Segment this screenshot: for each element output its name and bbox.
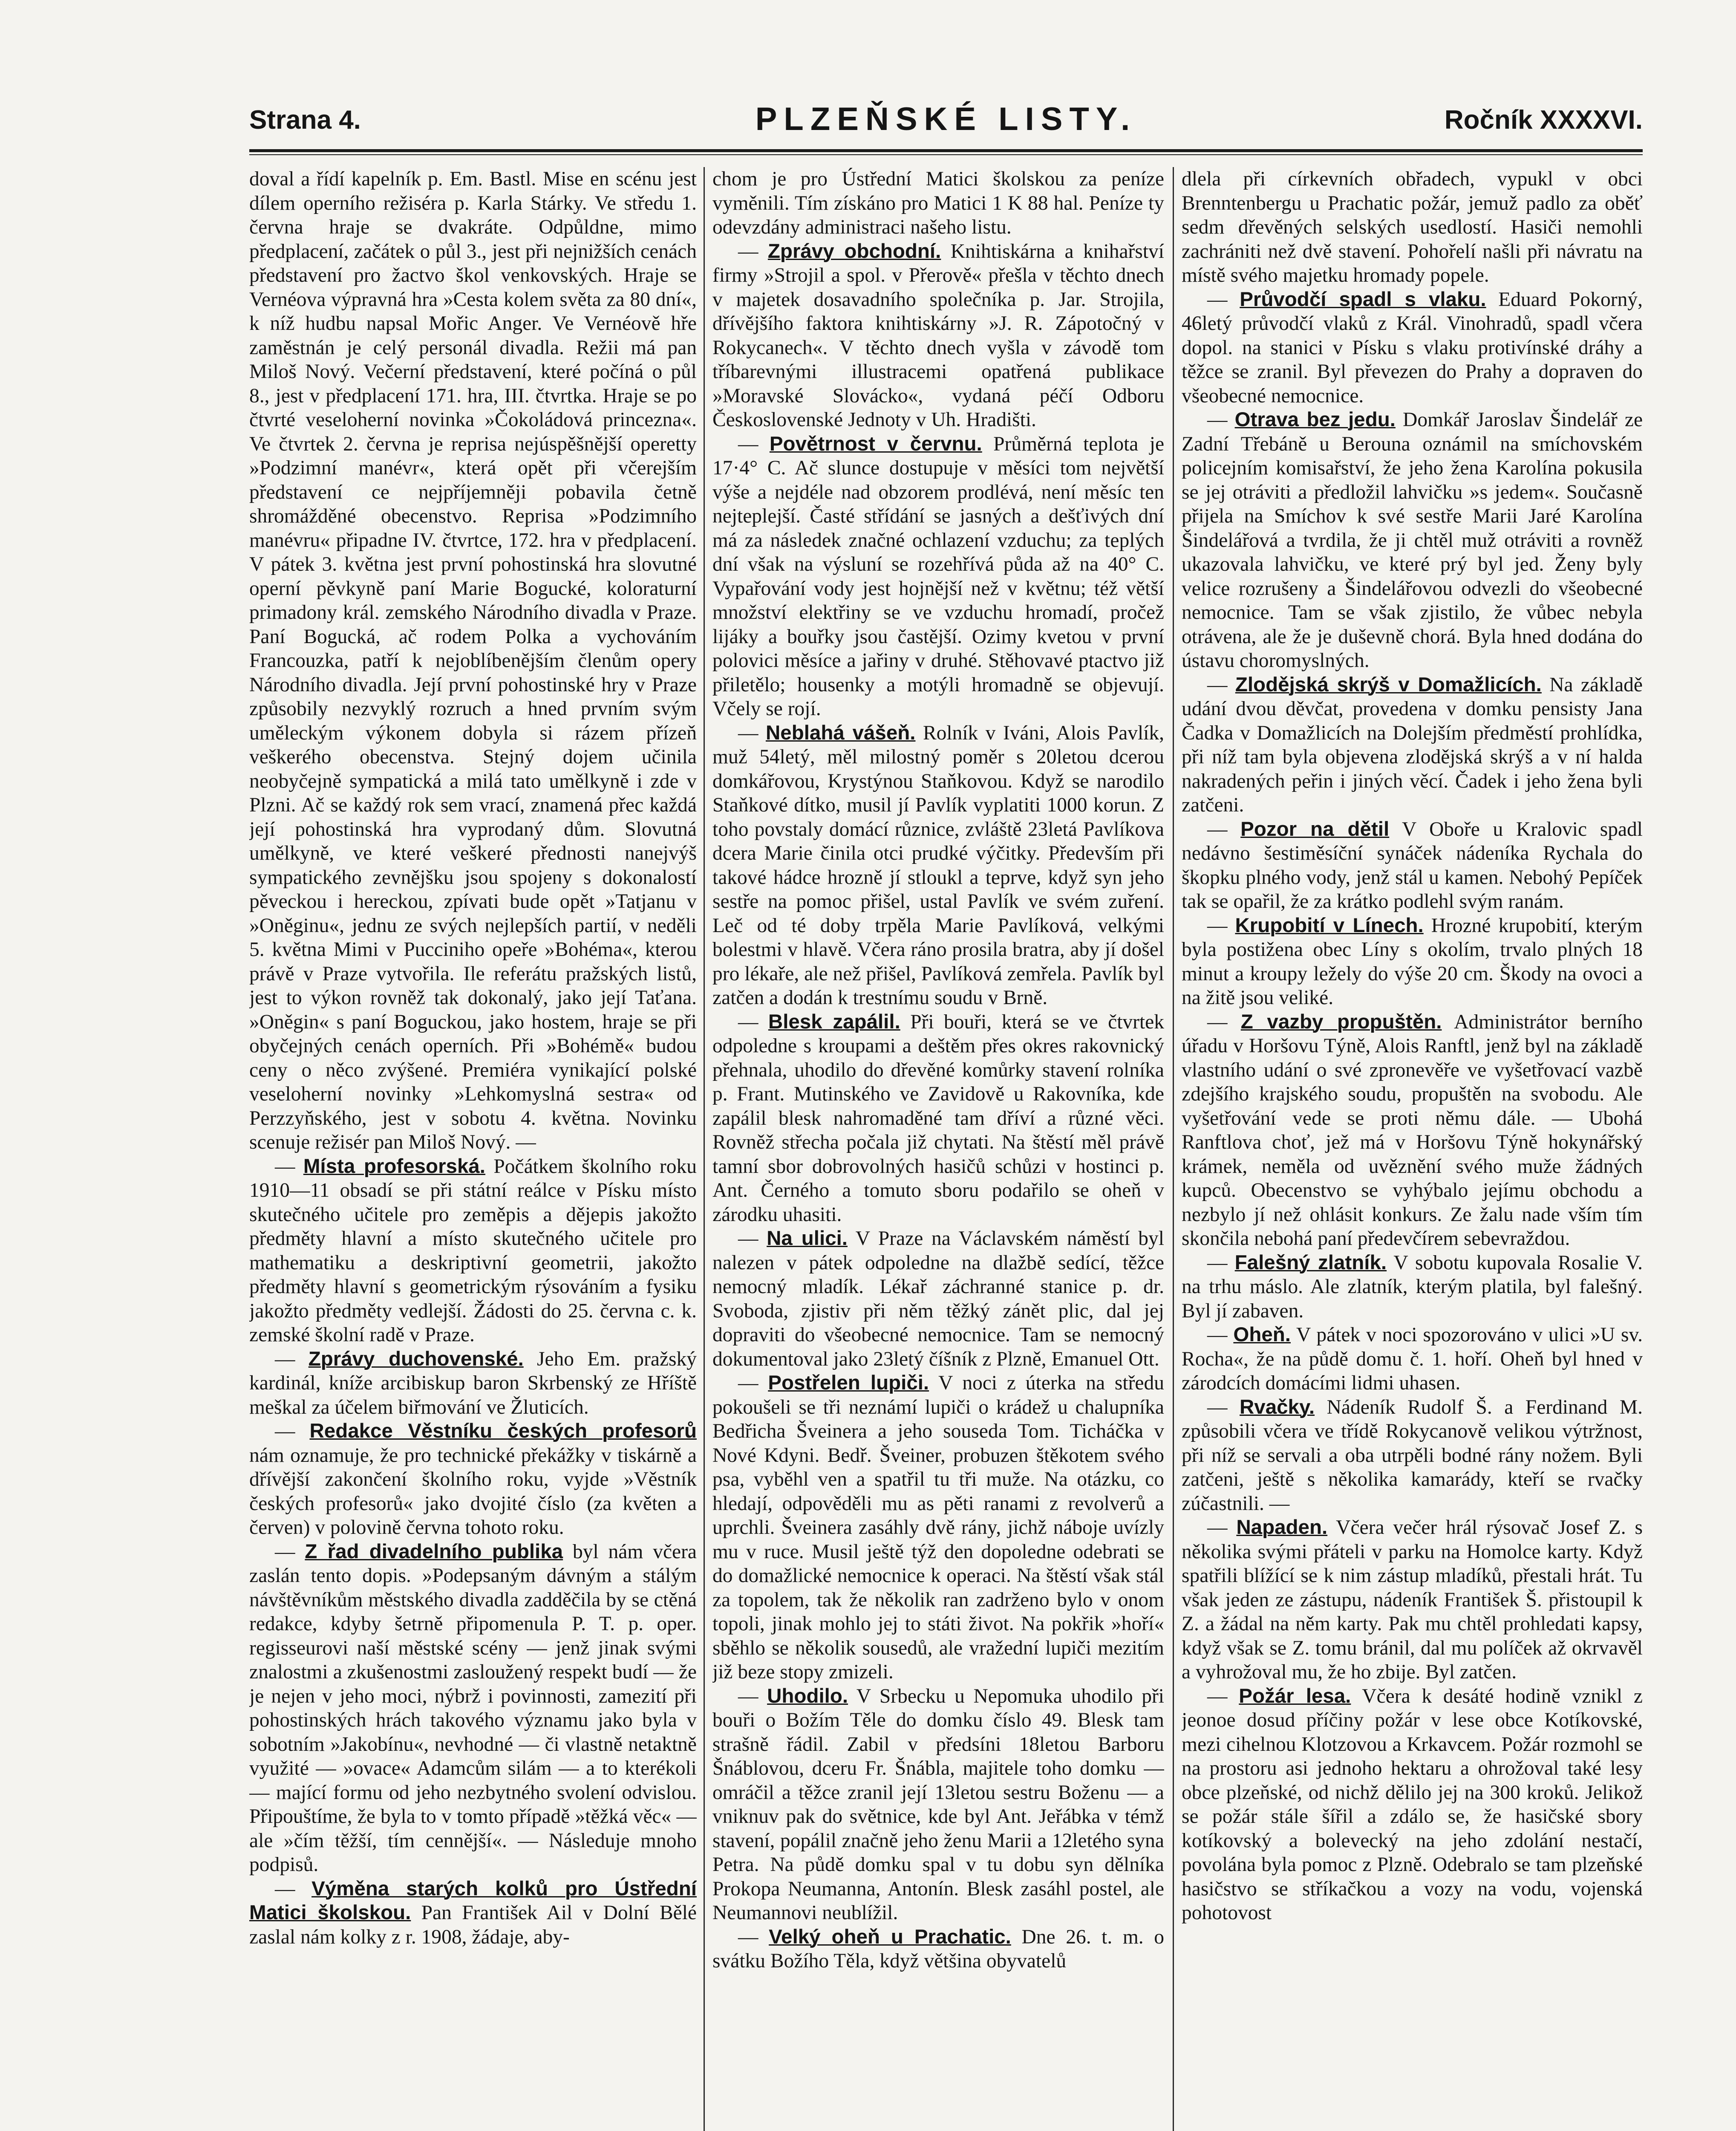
news-item-text: V pátek v noci spozorováno v ulici »U sv. Rocha«, že na půdě domu č. 1. hoří. Oheň byl hned v zárodcích domácími lidmi uhasen. (1182, 1324, 1643, 1394)
news-item-title: Napaden. (1236, 1516, 1328, 1539)
news-item-text: Domkář Jaroslav Šindelář ze Zadní Třebáně u Berouna oznámil na smíchovském policejním komisařství, že jeho žena Karolína pokusila se jej otráviti a předložil lahvičku »s jedem«. Současně přijela na Smíchov k své sestře Marii Jaré Karolína Šindelářová a tvrdila, že ji chtěl muž otráviti a rovněž ukazovala lahvičku, ve které prý byl jed. Ženy byly velice rozrušeny a Šindelářovou odvezli do všeobecné nemocnice. Tam se však zjistilo, že vůbec nebyla otrávena, ale že je duševně chorá. Byla hned dodána do ústavu choromyslných. (1182, 409, 1643, 672)
news-item-text: Včera večer hrál rýsovač Josef Z. s několika svými přáteli v parku na Homolce karty. Když spatřili blížící se k nim zástup mladíků, přestali hrát. Tu však jeden ze zástupu, nádeník František Š. přistoupil k Z. a žádal na něm karty. Pak mu chtěl prohledati kapsy, když však se Z. tomu bránil, dal mu políček až okrvavěl a vyhrožoval mu, že ho zbije. Byl zatčen. (1182, 1516, 1643, 1683)
column-1 (249, 167, 697, 2131)
news-item: — Z řad divadelního publika byl nám včera zaslán tento dopis. »Podepsaným dávným a stálým návštěvníkům městského divadla zadděčila by se ctěná redakce, kdyby šetrně připomenula P. T. p. oper. regisseurovi naší městské scény — jenž jinak svými znalostmi a zkušenostmi zasloužený respekt budí — že je nejen v jeho moci, nýbrž i povinnosti, zamezití při pohostinských hrách takového významu jako byla v sobotním »Jakobínu«, nevhodné — či vlastně netaktně využité — »ovace« Adamcům silám — a to kterékoli — mající formu od jeho nezbytného svolení odvislou. Připouštíme, že byla to v tomto případě »těžká věc« — ale »čím těžší, tím cennější«. — Následuje mnoho podpisů. (249, 1540, 697, 1876)
news-item-text: Hrozné krupobití, kterým byla postižena obec Líny s okolím, trvalo plných 18 minut a kroupy ležely do výše 20 cm. Škody na ovoci a na žitě jsou veliké. (1182, 914, 1643, 1009)
news-item-text: V sobotu kupovala Rosalie V. na trhu máslo. Ale zlatník, kterým platila, byl falešný. Byl jí zabaven. (1182, 1251, 1643, 1322)
news-item: — Pozor na dětil V Oboře u Kralovic spadl nedávno šestiměsíční synáček nádeníka Rychala do škopku plného vody, jenž stál u kamen. Nebohý Pepíček tak se opařil, že za krátko podlehl svým ranám. (1182, 817, 1643, 912)
news-item-text: Administrátor berního úřadu v Horšovu Týně, Alois Ranftl, jenž byl na základě vlastního udání o své zpronevěře ve vyšetřovací vazbě zdejšího krajského soudu, propuštěn na svobodu. Ale vyšetřování vede se proti němu dále. — Ubohá Ranftlova choť, jež má v Horšovu Týně hokynářský krámek, neměla od uvěznění svého muže žádných kupců. Obecenstvo se vyhýbalo jejímu obchodu a nezbylo jí než ohlásit konkurs. Ze žalu nade vším tím skončila nebohá paní předevčírem sebevraždou. (1182, 1011, 1643, 1250)
news-item-title: Na ulici. (767, 1227, 848, 1250)
news-item: — Průvodčí spadl s vlaku. Eduard Pokorný, 46letý průvodčí vlaků z Král. Vinohradů, spadl včera dopol. na stanici v Písku s vlaku protivínské dráhy a těžce se zranil. Byl převezen do Prahy a dopraven do všeobecné nemocnice. (1182, 288, 1643, 407)
news-item-title: Oheň. (1233, 1323, 1291, 1346)
news-item: — Rvačky. Nádeník Rudolf Š. a Ferdinand M. způsobili včera ve třídě Rokycanově velikou výtržnost, při níž se servali a oba utrpěli bodné rány nožem. Byli zatčeni, ještě s několika kamarády, kteří se rvačky zúčastnili. — (1182, 1395, 1643, 1515)
news-item-text: Eduard Pokorný, 46letý průvodčí vlaků z Král. Vinohradů, spadl včera dopol. na stanici v Písku s vlaku protivínské dráhy a těžce se zranil. Byl převezen do Prahy a dopraven do všeobecné nemocnice. (1182, 288, 1643, 407)
news-item-title: Zprávy obchodní. (767, 240, 941, 263)
news-item: — Zprávy duchovenské. Jeho Em. pražský kardinál, kníže arcibiskup baron Skrbenský ze Hříště meškal za účelem biřmování ve Žluticích. (249, 1347, 697, 1418)
news-item-text: Rolník v Iváni, Alois Pavlík, muž 54letý, měl milostný poměr s 20letou dcerou domkářovou, Krystýnou Staňkovou. Když se narodilo Staňkové dítko, musil jí Pavlík vyplatiti 1000 korun. Z toho povstaly domácí různice, zvláště 23letá Pavlíkova dcera Marie činila otci prudké výčitky. Především při takové hádce hrozně jí stloukl a teprve, když syn jeho sestře na pomoc přišel, ustal Pavlík ve svém zuření. Leč od té doby trpěla Marie Pavlíková, velkými bolestmi v hlavě. Včera ráno prosila bratra, aby jí došel pro lékaře, ale než přišel, Pavlíková zemřela. Pavlík byl zatčen a dodán k trestnímu soudu v Brně. (712, 722, 1164, 1009)
column-2 (712, 167, 1164, 2131)
news-item: — Velký oheň u Prachatic. Dne 26. t. m. o svátku Božího Těla, když většina obyvatelů (712, 1925, 1164, 1972)
news-item-title: Rvačky. (1240, 1395, 1315, 1418)
header-rule (249, 149, 1643, 152)
volume-label: Ročník XXXXVI. (1444, 105, 1643, 135)
news-item-text: V noci z úterka na středu pokoušeli se tři neznámí lupiči o krádež u chalupníka Bedřicha Šveinera a jeho souseda Tom. Ticháčka v Nové Kdyni. Bedř. Šveiner, probuzen štěkotem svého psa, vyběhl ven a spatřil tu tři muže. Na otázku, co hledají, odpověděli mu as pěti ranami z revolverů a uprchli. Šveinera zasáhly dvě rány, jichž náboje uvízly mu v ruce. Musil ještě týž den dopoledne odebrati se do domažlické nemocnice k operaci. Na štěstí však stál za topolem, tak že několik ran zadrženo bylo v onom topoli, jinak mohlo jej to státi život. Na pokřik »hoří« sběhlo se několik sousedů, ale vražední lupiči mezitím již beze stopy zmizeli. (712, 1372, 1164, 1683)
news-item-text: V Praze na Václavském náměstí byl nalezen v pátek odpoledne na dlažbě sedící, těžce nemocný mladík. Lékař záchranné stanice p. dr. Svoboda, zjistiv při něm těžký zánět plic, dal jej dopraviti do všeobecné nemocnice. Tam se nemocný dokumentoval jako 23letý číšník z Plzně, Emanuel Ott. (712, 1227, 1164, 1370)
news-item-text: Jeho Em. pražský kardinál, kníže arcibiskup baron Skrbenský ze Hříště meškal za účelem biřmování ve Žluticích. (249, 1348, 697, 1418)
news-item: — Napaden. Včera večer hrál rýsovač Josef Z. s několika svými přáteli v parku na Homolce karty. Když spatřili blížící se k nim zástup mladíků, přestali hrát. Tu však jeden ze zástupu, nádeník František Š. přistoupil k Z. a žádal na něm karty. Pak mu chtěl prohledati kapsy, když však se Z. tomu bránil, dal mu políček až okrvavěl a vyhrožoval mu, že ho zbije. Byl zatčen. (1182, 1516, 1643, 1683)
article-text: dlela při církevních obřadech, vypukl v obci Brenntenbergu u Prachatic požár, jemuž padlo za oběť sedm dřevěných selských usedlostí. Hasiči nemohli zachrániti než dvě stavení. Pohořelí našli při návratu na místě svého majetku hromady popele. (1182, 168, 1643, 286)
news-item-title: Falešný zlatník. (1234, 1251, 1387, 1274)
column-3 (1182, 167, 1643, 2131)
news-item-title: Otrava bez jedu. (1234, 408, 1396, 431)
news-item: — Zlodějská skrýš v Domažlicích. Na základě udání dvou děvčat, provedena v domku pensisty Jana Čadka v Domažlicích na Dolejším předměstí prohlídka, při níž tam byla objevena zlodějská skrýš a v ní halda nakradených peřin i jiných věcí. Čadek i jeho žena byli zatčeni. (1182, 673, 1643, 816)
news-item-title: Uhodilo. (767, 1684, 848, 1707)
news-item-title: Z řad divadelního publika (305, 1540, 563, 1563)
news-item-title: Redakce Věstníku českých profesorů (309, 1420, 697, 1442)
news-item: — Zprávy obchodní. Knihtiskárna a knihařství firmy »Strojil a spol. v Přerově« přešla v těchto dnech v majetek dosavadního společníka p. Jar. Strojila, dřívějšího faktora knihtiskárny »J. R. Zápotočný v Rokycanech«. V těchto dnech vyšla v závodě tom tříbarevnými illustracemi opatřená publikace »Moravské Slovácko«, vydaná péčí Odboru Československé Jednoty v Uh. Hradišti. (712, 240, 1164, 431)
news-item-title: Výměna starých kolků pro Ústřední Matici školskou. (249, 1877, 697, 1924)
newspaper-title: PLZEŇSKÉ LISTY. (755, 101, 1137, 137)
news-item-title: Místa profesorská. (303, 1155, 486, 1178)
news-item-title: Pozor na dětil (1240, 817, 1390, 840)
news-item-text: byl nám včera zaslán tento dopis. »Podepsaným dávným a stálým návštěvníkům městského divadla zadděčila by se ctěná redakce, kdyby šetrně připomenula P. T. p. oper. regisseurovi naší městské scény — jenž jinak svými znalostmi a zkušenostmi zasloužený respekt budí — že je nejen v jeho moci, nýbrž i povinnosti, zamezití při pohostinských hrách takového významu jako byla v sobotním »Jakobínu«, nevhodné — či vlastně netaktně využité — »ovace« Adamcům silám — a to kterékoli — mající formu od jeho nezbytného svolení odvislou. Připouštíme, že byla to v tomto případě »těžká věc« — ale »čím těžší, tím cennější«. — Následuje mnoho podpisů. (249, 1540, 697, 1876)
news-item-text: Průměrná teplota je 17·4° C. Ač slunce dostupuje v měsíci tom největší výše a nejdéle nad obzorem prodlévá, není měsíc ten nejteplejší. Časté střídání se jasných a dešťivých dní má za následek značné ochlazení vzduchu; za teplých dní však na výsluní se rozehřívá půda až na 40° C. Vypařování vody jest hojnější než v květnu; též větší množství elektřiny se ve vzduchu hromadí, pročež lijáky a bouřky jsou častější. Ozimy kvetou v první polovici měsíce a jařiny v druhé. Stěhovavé ptactvo již přiletělo; housenky a motýli hromadně se objevují. Včely se rojí. (712, 433, 1164, 720)
news-item: — Neblahá vášeň. Rolník v Iváni, Alois Pavlík, muž 54letý, měl milostný poměr s 20letou dcerou domkářovou, Krystýnou Staňkovou. Když se narodilo Staňkové dítko, musil jí Pavlík vyplatiti 1000 korun. Z toho povstaly domácí různice, zvláště 23letá Pavlíkova dcera Marie činila otci prudké výčitky. Především při takové hádce hrozně jí stloukl a teprve, když syn jeho sestře na pomoc přišel, ustal Pavlík ve svém zuření. Leč od té doby trpěla Marie Pavlíková, velkými bolestmi v hlavě. Včera ráno prosila bratra, aby jí došel pro lékaře, ale než přišel, Pavlíková zemřela. Pavlík byl zatčen a dodán k trestnímu soudu v Brně. (712, 721, 1164, 1009)
news-item: — Redakce Věstníku českých profesorů nám oznamuje, že pro technické překážky v tiskárně a dřívější zakončení školního roku, vyjde »Věstník českých profesorů« jako dvojité číslo (za květen a červen) v polovině června tohoto roku. (249, 1420, 697, 1539)
news-item: — Postřelen lupiči. V noci z úterka na středu pokoušeli se tři neznámí lupiči o krádež u chalupníka Bedřicha Šveinera a jeho souseda Tom. Ticháčka v Nové Kdyni. Bedř. Šveiner, probuzen štěkotem svého psa, vyběhl ven a spatřil tu tři muže. Na otázku, co hledají, odpověděli mu as pěti ranami z revolverů a uprchli. Šveinera zasáhly dvě rány, jichž náboje uvízly mu v ruce. Musil ještě týž den dopoledne odebrati se do domažlické nemocnice k operaci. Na štěstí však stál za topolem, tak že několik ran zadrženo bylo v onom topoli, jinak mohlo jej to státi život. Na pokřik »hoří« sběhlo se několik sousedů, ale vražední lupiči mezitím již beze stopy zmizeli. (712, 1372, 1164, 1683)
news-item-title: Krupobití v Línech. (1235, 914, 1424, 937)
news-item: — Oheň. V pátek v noci spozorováno v ulici »U sv. Rocha«, že na půdě domu č. 1. hoří. Oheň byl hned v zárodcích domácími lidmi uhasen. (1182, 1323, 1643, 1394)
news-item: — Falešný zlatník. V sobotu kupovala Rosalie V. na trhu máslo. Ale zlatník, kterým platila, byl falešný. Byl jí zabaven. (1182, 1251, 1643, 1322)
news-item: — Povětrnost v červnu. Průměrná teplota je 17·4° C. Ač slunce dostupuje v měsíci tom největší výše a nejdéle nad obzorem prodlévá, není měsíc ten nejteplejší. Časté střídání se jasných a dešťivých dní má za následek značné ochlazení vzduchu; za teplých dní však na výsluní se rozehřívá půda až na 40° C. Vypařování vody jest hojnější než v květnu; též větší množství elektřiny se ve vzduchu hromadí, pročež lijáky a bouřky jsou častější. Ozimy kvetou v první polovici měsíce a jařiny v druhé. Stěhovavé ptactvo již přiletělo; housenky a motýli hromadně se objevují. Včely se rojí. (712, 432, 1164, 720)
article-text: doval a řídí kapelník p. Em. Bastl. Mise en scénu jest dílem operního režiséra p. Karla Stárky. Ve středu 1. června hraje se dvakráte. Odpůldne, mimo předplacení, začátek o půl 3., jest při nejnižších cenách představení pro žactvo škol venkovských. Hraje se Vernéova výpravná hra »Cesta kolem světa za 80 dní«, k níž hudbu napsal Mořic Anger. Ve Vernéově hře zaměstnán je celý personál divadla. Režii má pan Miloš Nový. Večerní představení, které počíná o půl 8., jest v předplacení 171. hra, III. čtvrtka. Hraje se po čtvrté veseloherní novinka »Čokoládová princezna«. Ve čtvrtek 2. června je reprisa nejúspěšnější operetty »Podzimní manévr«, která opět při včerejším představení ce nejpříjemněji pobavila četně shromážděné obecenstvo. Reprisa »Podzimního manévru« připadne IV. čtvrtce, 172. hra v předplacení. V pátek 3. května jest první pohostinská hra slovutné operní pěvkyně paní Marie Bogucké, koloraturní primadony král. zemského Národního divadla v Praze. Paní Bogucká, ač rodem Polka a vychováním Francouzka, patří k nejoblíbenějším členům opery Národního divadla. Její první pohostinské hry v Praze způsobily nezvyklý rozruch a hned prvním svým uměleckým výkonem dobyla si rázem přízeň veškerého obecenstva. Stejný dojem učinila neobyčejně sympatická a milá tato umělkyně i zde v Plzni. Ač se každý rok sem vrací, znamená přec každá její pohostinská hra vyprodaný dům. Slovutná umělkyně, ve které veškeré přednosti nanejvýš sympatického zevnějšku jsou spojeny s dokonalostí pěveckou i hereckou, zpívati bude opět »Tatjanu v »Oněginu«, jednu ze svých nejlepších partií, v neděli 5. května Mimi v Pucciniho opeře »Bohéma«, kterou právě v Praze vytvořila. Ile referátu pražských listů, jest to výkon rovněž tak dokonalý, jako její Taťana. »Oněgin« s paní Boguckou, jako hostem, hraje se při obyčejných cenách operních. Při »Bohémě« budou ceny o něco zvýšené. Premiéra vynikající polské veseloherní novinky »Lehkomyslná sestra« od Perzzyňského, jest v sobotu 4. května. Novinku scenuje režisér pan Miloš Nový. — (249, 168, 697, 1153)
article-continuation (712, 167, 1164, 240)
news-item-text: Počátkem školního roku 1910—11 obsadí se při státní reálce v Písku místo skutečného učitele pro zeměpis a dějepis jakožto předměty hlavní a místo skutečného učitele pro mathematiku a deskriptivní geometrii, jakožto předměty hlavní s geometrickým rýsováním a fysiku jakožto předměty vedlejší. Žádosti do 25. června c. k. zemské školní radě v Praze. (249, 1155, 697, 1346)
news-item-text: Dne 26. t. m. o svátku Božího Těla, když většina obyvatelů (712, 1926, 1164, 1972)
news-item-title: Průvodčí spadl s vlaku. (1240, 288, 1486, 311)
column-divider-1 (704, 167, 705, 2131)
news-item-text: Pan František Ail v Dolní Bělé zaslal nám kolky z r. 1908, žádaje, aby- (249, 1902, 697, 1948)
header-rule-thin (249, 154, 1643, 155)
column-divider-2 (1173, 167, 1174, 2131)
news-item: — Krupobití v Línech. Hrozné krupobití, kterým byla postižena obec Líny s okolím, trvalo plných 18 minut a kroupy ležely do výše 20 cm. Škody na ovoci a na žitě jsou veliké. (1182, 914, 1643, 1009)
news-item-text: nám oznamuje, že pro technické překážky v tiskárně a dřívější zakončení školního roku, vyjde »Věstník českých profesorů« jako dvojité číslo (za květen a červen) v polovině června tohoto roku. (249, 1444, 697, 1539)
news-item: — Z vazby propuštěn. Administrátor berního úřadu v Horšovu Týně, Alois Ranftl, jenž byl na základě vlastního udání o své zpronevěře ve vyšetřovací vazbě zdejšího krajského soudu, propuštěn na svobodu. Ale vyšetřování vede se proti němu dále. — Ubohá Ranftlova choť, jež má v Horšovu Týně hokynářský krámek, neměla od uvěznění svého muže žádných kupců. Obecenstvo se vyhýbalo jejímu obchodu a nezbylo jí než ohlásit konkurs. Ze žalu nade vším tím skončila nebohá paní předevčírem sebevraždou. (1182, 1010, 1643, 1250)
news-item-text: Na základě udání dvou děvčat, provedena v domku pensisty Jana Čadka v Domažlicích na Dolejším předměstí prohlídka, při níž tam byla objevena zlodějská skrýš a v ní halda nakradených peřin i jiných věcí. Čadek i jeho žena byli zatčeni. (1182, 673, 1643, 816)
article-continuation (1182, 167, 1643, 288)
news-item-text: Knihtiskárna a knihařství firmy »Strojil a spol. v Přerově« přešla v těchto dnech v majetek dosavadního společníka p. Jar. Strojila, dřívějšího faktora knihtiskárny »J. R. Zápotočný v Rokycanech«. V těchto dnech vyšla v závodě tom tříbarevnými illustracemi opatřená publikace »Moravské Slovácko«, vydaná péčí Odboru Československé Jednoty v Uh. Hradišti. (712, 240, 1164, 431)
news-item-title: Zprávy duchovenské. (308, 1347, 524, 1370)
news-item: — Uhodilo. V Srbecku u Nepomuka uhodilo při bouři o Božím Těle do domku číslo 49. Blesk tam strašně řádil. Zabil v předsíni 18letou Barboru Šnáblovou, dceru Fr. Šnábla, majitele toho domku — omráčil a těžce zranil její 13letou sestru Boženu — a vniknuv pak do světnice, kde byl Ant. Jeřábka v témž stavení, popálil značně jeho ženu Marii a 12letého syna Petra. Na půdě domku spal v tu dobu syn dělníka Prokopa Neumanna, Antonín. Blesk zasáhl postel, ale Neumannovi neublížil. (712, 1684, 1164, 1924)
news-item: — Blesk zapálil. Při bouři, která se ve čtvrtek odpoledne s kroupami a deštěm přes okres rakovnický přehnala, uhodilo do dřevěné komůrky stavení rolníka p. Frant. Mutinského ve Zavidově u Rakovníka, kde zapálil blesk nahromaděné tam dříví a různé věci. Rovněž střecha počala již chytati. Na štěstí měl právě tamní sbor dobrovolných hasičů schůzi v hostinci p. Ant. Černého a tomuto sboru podařilo se oheň v zárodku uhasiti. (712, 1010, 1164, 1226)
news-item-text: V Srbecku u Nepomuka uhodilo při bouři o Božím Těle do domku číslo 49. Blesk tam strašně řádil. Zabil v předsíni 18letou Barboru Šnáblovou, dceru Fr. Šnábla, majitele toho domku — omráčil a těžce zranil její 13letou sestru Boženu — a vniknuv pak do světnice, kde byl Ant. Jeřábka v témž stavení, popálil značně jeho ženu Marii a 12letého syna Petra. Na půdě domku spal v tu dobu syn dělníka Prokopa Neumanna, Antonín. Blesk zasáhl postel, ale Neumannovi neublížil. (712, 1685, 1164, 1924)
news-item-title: Blesk zapálil. (768, 1010, 900, 1033)
news-item-title: Postřelen lupiči. (768, 1372, 929, 1394)
news-item-text: Nádeník Rudolf Š. a Ferdinand M. způsobili včera ve třídě Rokycanově velikou výtržnost, při níž se servali a oba utrpěli bodné rány nožem. Byli zatčeni, ještě s několika kamarády, kteří se rvačky zúčastnili. — (1182, 1396, 1643, 1515)
news-item-title: Velký oheň u Prachatic. (769, 1925, 1011, 1948)
article-text: chom je pro Ústřední Matici školskou za peníze vyměnili. Tím získáno pro Matici 1 K 88 hal. Peníze ty odevzdány administraci našeho listu. (712, 168, 1164, 238)
news-item-title: Z vazby propuštěn. (1240, 1010, 1442, 1033)
article-continuation (249, 167, 697, 1155)
news-item: — Otrava bez jedu. Domkář Jaroslav Šindelář ze Zadní Třebáně u Berouna oznámil na smíchovském policejním komisařství, že jeho žena Karolína pokusila se jej otráviti a předložil lahvičku »s jedem«. Současně přijela na Smíchov k své sestře Marii Jaré Karolína Šindelářová a tvrdila, že ji chtěl muž otráviti a rovněž ukazovala lahvičku, ve které prý byl jed. Ženy byly velice rozrušeny a Šindelářovou odvezli do všeobecné nemocnice. Tam se však zjistilo, že vůbec nebyla otrávena, ale že je duševně chorá. Byla hned dodána do ústavu choromyslných. (1182, 408, 1643, 672)
news-item-text: V Oboře u Kralovic spadl nedávno šestiměsíční synáček nádeníka Rychala do škopku plného vody, jenž stál u kamen. Nebohý Pepíček tak se opařil, že za krátko podlehl svým ranám. (1182, 818, 1643, 912)
news-item-title: Povětrnost v červnu. (769, 432, 982, 455)
news-item: — Požár lesa. Včera k desáté hodině vznikl z jeonoe dosud příčiny požár v lese obce Kotíkovské, mezi cihelnou Klotzovou a Krkavcem. Požár rozmohl se na prostoru asi jednoho hektaru a ohrožoval také lesy obce plzeňské, od nichž dělilo jej na 300 kroků. Jelikož se požár stále šířil a zdálo se, že hasičské sbory kotíkovský a bolevecký na jeho zdolání nestačí, povolána byla pomoc z Plzně. Odebralo se tam plzeňské hasičstvo se stříkačkou a vozy na vodu, vojenská pohotovost (1182, 1684, 1643, 1924)
news-item: — Na ulici. V Praze na Václavském náměstí byl nalezen v pátek odpoledne na dlažbě sedící, těžce nemocný mladík. Lékař záchranné stanice p. dr. Svoboda, zjistiv při něm těžký zánět plic, dal jej dopraviti do všeobecné nemocnice. Tam se nemocný dokumentoval jako 23letý číšník z Plzně, Emanuel Ott. (712, 1227, 1164, 1370)
news-item: — Místa profesorská. Počátkem školního roku 1910—11 obsadí se při státní reálce v Písku místo skutečného učitele pro zeměpis a dějepis jakožto předměty hlavní a místo skutečného učitele pro mathematiku a deskriptivní geometrii, jakožto předměty hlavní s geometrickým rýsováním a fysiku jakožto předměty vedlejší. Žádosti do 25. června c. k. zemské školní radě v Praze. (249, 1155, 697, 1346)
news-item-title: Požár lesa. (1239, 1684, 1351, 1707)
news-item-title: Zlodějská skrýš v Domažlicích. (1235, 673, 1542, 696)
page-header (249, 99, 1643, 146)
news-item-title: Neblahá vášeň. (765, 721, 916, 744)
news-item-text: Při bouři, která se ve čtvrtek odpoledne s kroupami a deštěm přes okres rakovnický přehnala, uhodilo do dřevěné komůrky stavení rolníka p. Frant. Mutinského ve Zavidově u Rakovníka, kde zapálil blesk nahromaděné tam dříví a různé věci. Rovněž střecha počala již chytati. Na štěstí měl právě tamní sbor dobrovolných hasičů schůzi v hostinci p. Ant. Černého a tomuto sboru podařilo se oheň v zárodku uhasiti. (712, 1011, 1164, 1226)
news-item: — Výměna starých kolků pro Ústřední Matici školskou. Pan František Ail v Dolní Bělé zaslal nám kolky z r. 1908, žádaje, aby- (249, 1877, 697, 1948)
news-item-text: Včera k desáté hodině vznikl z jeonoe dosud příčiny požár v lese obce Kotíkovské, mezi cihelnou Klotzovou a Krkavcem. Požár rozmohl se na prostoru asi jednoho hektaru a ohrožoval také lesy obce plzeňské, od nichž dělilo jej na 300 kroků. Jelikož se požár stále šířil a zdálo se, že hasičské sbory kotíkovský a bolevecký na jeho zdolání nestačí, povolána byla pomoc z Plzně. Odebralo se tam plzeňské hasičstvo se stříkačkou a vozy na vodu, vojenská pohotovost (1182, 1685, 1643, 1924)
page-number: Strana 4. (249, 105, 361, 135)
